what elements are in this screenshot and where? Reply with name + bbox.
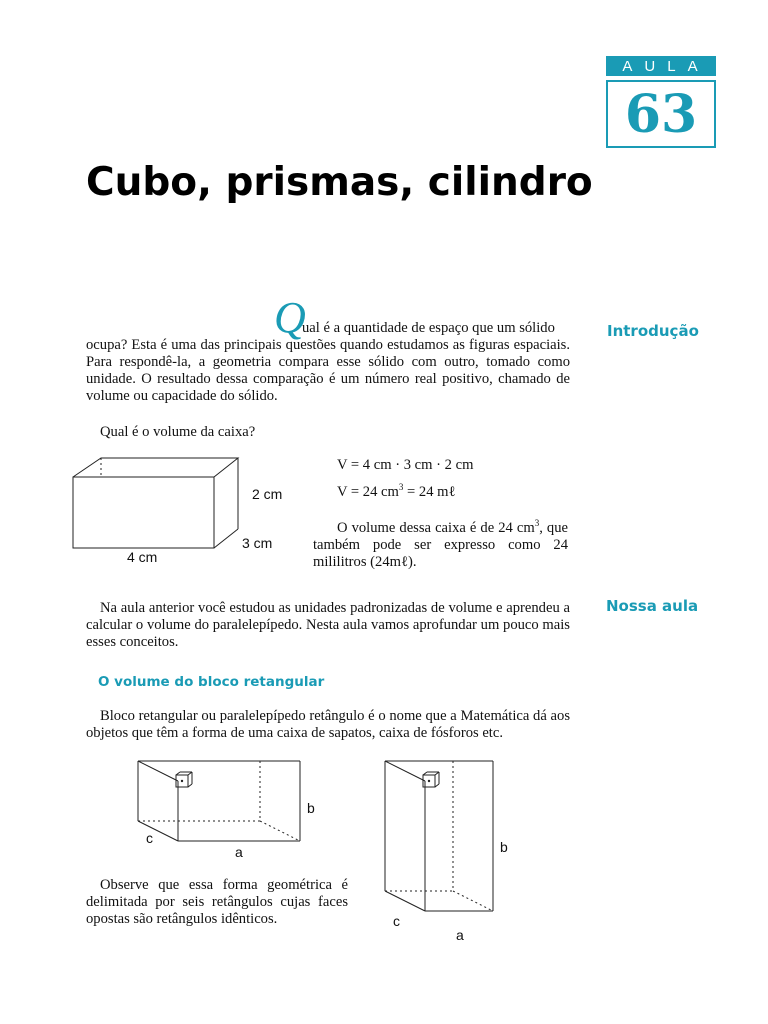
unit-dot <box>181 780 183 782</box>
page-title: Cubo, prismas, cilindro <box>86 160 593 205</box>
observe-paragraph: Observe que essa forma geométrica é delimitada por seis retângulos cujas faces opostas são retângulos idênticos. <box>86 877 348 927</box>
lesson-paragraph: Na aula anterior você estudou as unidades padronizadas de volume e aprendeu a calcular o volume do paralelepípedo. Nesta aula vamos aprofundar um pouco mais esses conceitos. <box>86 600 570 650</box>
spacer <box>260 761 300 781</box>
formula-2 <box>337 482 456 501</box>
volume-note-a: O volume dessa caixa é de 24 cm <box>337 519 535 536</box>
intro-paragraph <box>86 293 570 405</box>
volume-note-sup: 3 <box>534 518 540 528</box>
section-heading-lesson: Nossa aula <box>606 597 699 615</box>
subheading: O volume do bloco retangular <box>98 674 325 690</box>
edge <box>188 784 192 787</box>
hidden-edge <box>260 821 300 841</box>
edge <box>138 761 178 781</box>
formula-1: V = 4 cm · 3 cm · 2 cm <box>337 457 474 473</box>
label-c-tall: c <box>393 913 400 929</box>
intro-rest: ocupa? Esta é uma das principais questões quando estudamos as figuras espaciais. Para respondê-la, a geometria compara esse sólido com outro, tomado como unidade. O resultado dessa comparação é um número real positivo, chamado de volume ou capacidade do sólido. <box>86 337 570 404</box>
label-b: b <box>307 800 315 816</box>
label-a: a <box>235 844 243 860</box>
box-front-face <box>73 477 214 548</box>
width-label: 4 cm <box>127 549 158 565</box>
box-diagram <box>64 452 304 572</box>
wide-block-diagram <box>130 756 320 856</box>
tall-block-diagram <box>378 756 508 936</box>
edge <box>385 891 425 911</box>
spacer <box>178 761 300 781</box>
formula-2-sup: 3 <box>398 482 404 492</box>
label-a-tall: a <box>456 927 464 943</box>
lesson-number: 63 <box>606 80 716 148</box>
volume-note-b: , que também pode ser expresso como 24 mililitros (24mℓ). <box>313 519 569 570</box>
formula-2-a: V = 24 cm <box>337 483 399 500</box>
label-c: c <box>146 830 153 846</box>
question-text: Qual é o volume da caixa? <box>100 424 256 440</box>
lesson-label: AULA <box>606 56 716 76</box>
hidden-edge <box>453 891 493 911</box>
edge <box>138 821 178 841</box>
edge <box>435 784 439 787</box>
label-b-tall: b <box>500 839 508 855</box>
block-paragraph: Bloco retangular ou paralelepípedo retângulo é o nome que a Matemática dá aos objetos que têm a forma de uma caixa de sapatos, caixa de fósforos etc. <box>86 708 570 741</box>
height-label: 2 cm <box>252 486 283 502</box>
drop-cap: Q <box>274 293 306 342</box>
depth-label: 3 cm <box>242 535 273 551</box>
box-bottom-edge <box>214 529 238 548</box>
edge <box>385 761 425 781</box>
formula-2-b: = 24 mℓ <box>403 483 456 500</box>
box-top-edges <box>73 458 238 477</box>
unit-dot <box>428 780 430 782</box>
intro-first-line: ual é a quantidade de espaço que um sólido <box>302 320 555 336</box>
volume-note <box>313 515 568 571</box>
section-heading-introduction: Introdução <box>607 322 699 340</box>
